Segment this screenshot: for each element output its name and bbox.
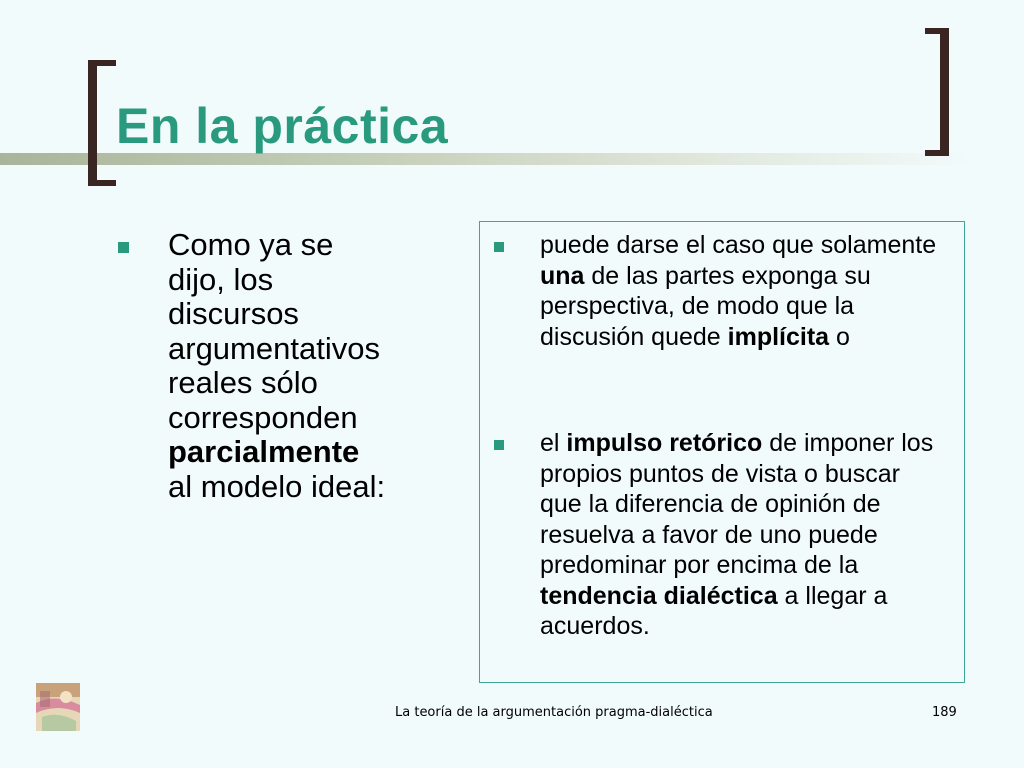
- left-text-emphasis: parcialmente: [168, 434, 360, 469]
- left-bullet-text: [168, 228, 438, 504]
- thumbnail-logo-icon: [36, 683, 80, 731]
- text-run: de imponer los propios puntos de vista o buscar que la diferencia de opinión de resuelva a favor de uno puede predominar por encima de la: [540, 429, 934, 579]
- left-text-line: discursos: [168, 296, 299, 331]
- text-run: o: [829, 322, 850, 351]
- left-text-line: Como ya se: [168, 227, 334, 262]
- square-bullet-icon: [494, 440, 504, 450]
- text-emphasis: impulso retórico: [566, 429, 763, 457]
- content-box: [479, 221, 965, 683]
- text-emphasis: tendencia dialéctica: [540, 581, 778, 610]
- left-text-line: al modelo ideal:: [168, 468, 386, 504]
- left-text-line: reales sólo: [168, 365, 318, 400]
- box-bullet-text: [540, 428, 944, 642]
- left-text-line: argumentativos: [168, 330, 380, 366]
- left-bullet-item: [118, 228, 438, 504]
- square-bullet-icon: [494, 242, 504, 252]
- box-bullet-item: [494, 428, 944, 642]
- page-number: 189: [932, 705, 957, 720]
- square-bullet-icon: [118, 242, 129, 253]
- right-bracket-decoration: [925, 28, 949, 156]
- text-run: a llegar a acuerdos.: [540, 581, 888, 640]
- text-emphasis: implícita: [727, 322, 830, 351]
- slide-title: En la práctica: [116, 98, 449, 154]
- box-bullet-item: [494, 230, 944, 352]
- footer-caption: La teoría de la argumentación pragma-dialéctica: [395, 705, 713, 720]
- left-text-line: corresponden: [168, 399, 358, 435]
- left-text-line: dijo, los: [168, 261, 274, 297]
- text-emphasis: una: [540, 261, 585, 290]
- box-bullet-text: [540, 230, 944, 352]
- text-run: puede darse el caso que solamente: [540, 231, 937, 259]
- text-run: de las partes exponga su perspectiva, de modo que la discusión quede: [540, 261, 871, 351]
- left-bracket-decoration: [88, 60, 116, 186]
- text-run: el: [540, 429, 567, 457]
